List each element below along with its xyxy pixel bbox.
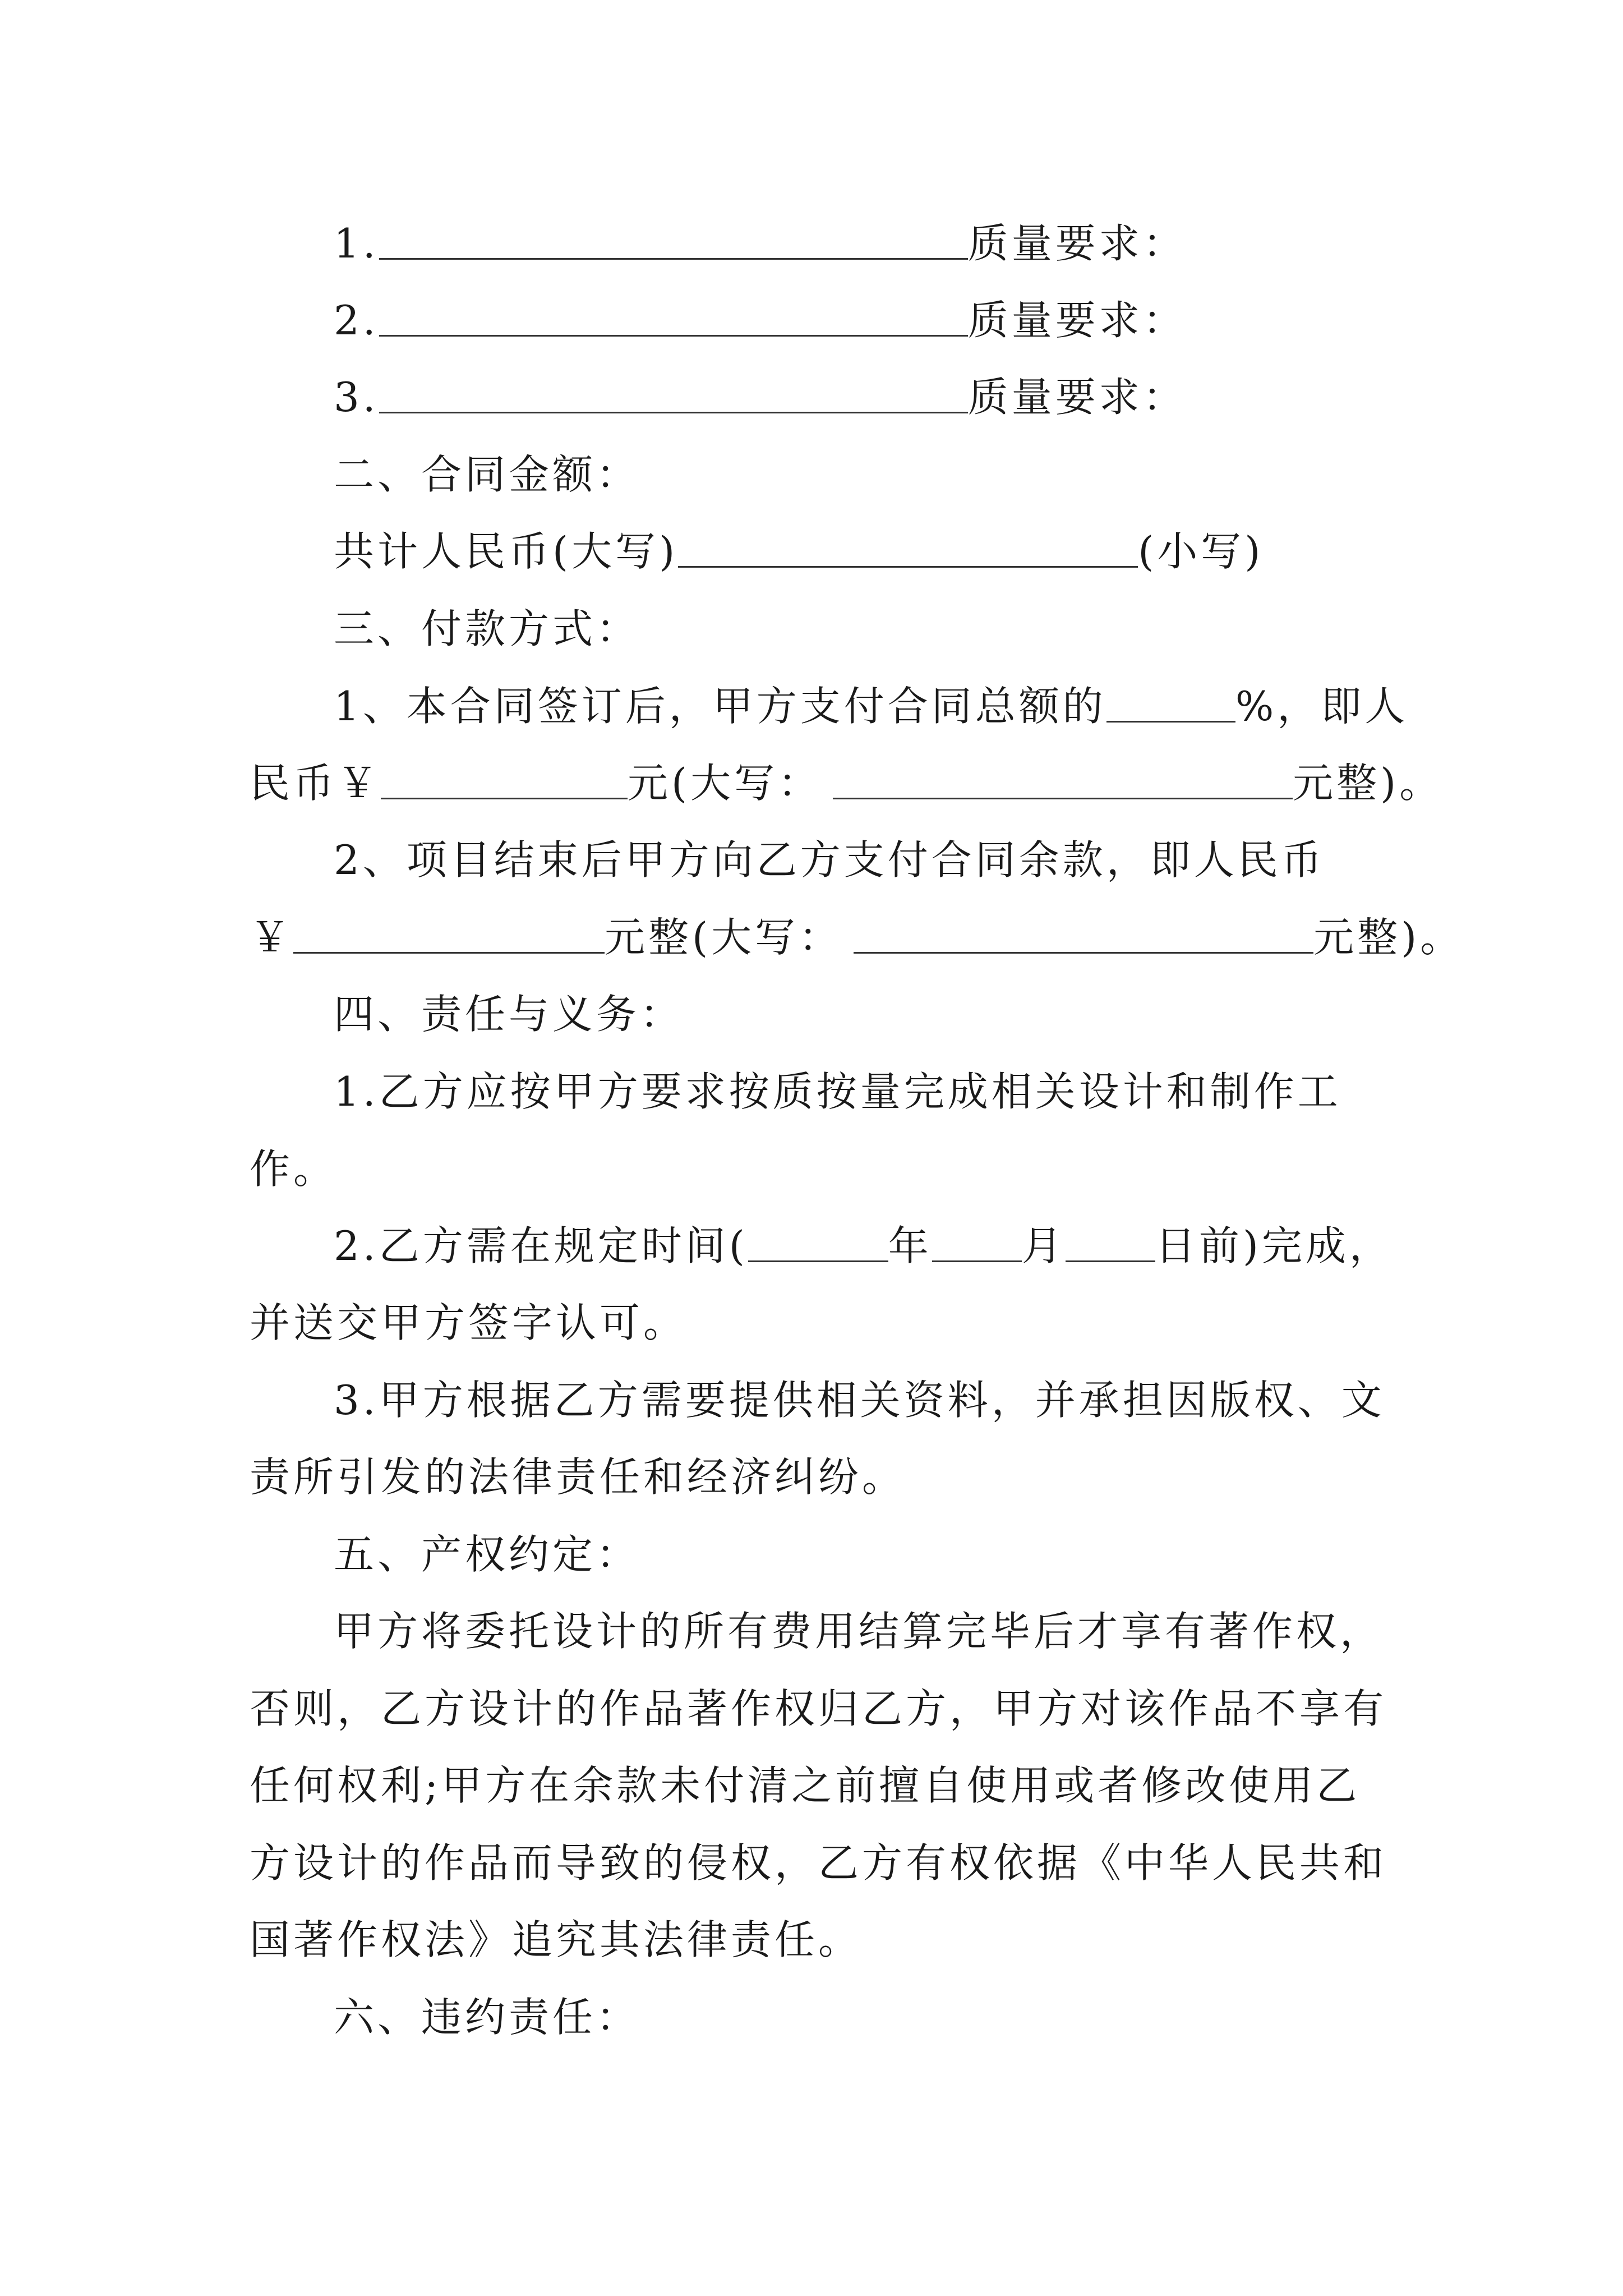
section-5-heading: 五、产权约定：: [334, 1531, 640, 1578]
payment-1-percent-label: %，即人: [1235, 683, 1409, 730]
deadline-year-label: 年: [888, 1222, 932, 1269]
payment-2-line-2: [250, 914, 1464, 961]
payment-2-end-label: 元整)。: [1313, 914, 1464, 961]
item-2-blank[interactable]: [379, 301, 968, 337]
payment-1-uppercase-blank[interactable]: [833, 764, 1293, 799]
duty-1-line-1: 1.乙方应按甲方要求按质按量完成相关设计和制作工: [334, 1068, 1341, 1115]
payment-2-line-1: 2、项目结束后甲方向乙方支付合同余款，即人民币: [334, 836, 1325, 884]
amount-uppercase-blank[interactable]: [678, 532, 1138, 568]
duty-1-line-2: 作。: [250, 1145, 338, 1193]
ip-para-line-3: 任何权利;甲方在余款未付清之前擅自使用或者修改使用乙: [250, 1762, 1361, 1809]
deadline-day-blank[interactable]: [1066, 1227, 1155, 1262]
ip-para-line-2: 否则，乙方设计的作品著作权归乙方，甲方对该作品不享有: [250, 1685, 1387, 1732]
item-3-prefix: 3.: [334, 374, 379, 421]
ip-para-line-5: 国著作权法》追究其法律责任。: [250, 1916, 863, 1963]
payment-1-line-2: [250, 760, 1444, 807]
payment-1-text: 1、本合同签订后，甲方支付合同总额的: [334, 683, 1106, 730]
payment-2-amount-blank[interactable]: [293, 918, 605, 954]
contract-amount-line: [334, 528, 1264, 575]
ip-para-line-4: 方设计的作品而导致的侵权，乙方有权依据《中华人民共和: [250, 1839, 1387, 1887]
section-4-heading: 四、责任与义务：: [334, 991, 684, 1038]
deadline-end-label: 日前)完成，: [1155, 1222, 1393, 1269]
payment-1-uppercase-label: 元(大写：: [628, 760, 822, 807]
payment-1-line-1: [334, 683, 1409, 730]
payment-1-amount-blank[interactable]: [381, 764, 628, 799]
duty-2-line-2: 并送交甲方签字认可。: [250, 1299, 688, 1346]
item-3: [334, 374, 1187, 421]
item-2-label: 质量要求：: [967, 297, 1187, 344]
amount-uppercase-label: 共计人民币(大写): [334, 528, 679, 575]
section-2-heading: 二、合同金额：: [334, 451, 640, 498]
item-1-prefix: 1.: [334, 220, 379, 267]
section-3-heading: 三、付款方式：: [334, 605, 640, 652]
duty-3-line-2: 责所引发的法律责任和经济纠纷。: [250, 1453, 906, 1501]
payment-2-uppercase-label: 元整(大写：: [605, 914, 843, 961]
payment-1-rmb-label: 民币￥: [250, 760, 381, 807]
payment-2-rmb-label: ￥: [250, 914, 294, 961]
item-3-blank[interactable]: [379, 378, 968, 413]
item-3-label: 质量要求：: [967, 374, 1187, 421]
item-1-label: 质量要求：: [967, 220, 1187, 267]
duty-2-line-1: [334, 1222, 1393, 1269]
deadline-month-blank[interactable]: [932, 1227, 1022, 1262]
payment-2-uppercase-blank[interactable]: [854, 918, 1313, 954]
item-2-prefix: 2.: [334, 297, 379, 344]
item-1: [334, 220, 1187, 267]
duty-3-line-1: 3.甲方根据乙方需要提供相关资料，并承担因版权、文: [334, 1377, 1385, 1424]
payment-1-end-label: 元整)。: [1293, 760, 1444, 807]
amount-lowercase-label: (小写): [1138, 528, 1264, 575]
duty-2-text: 2.乙方需在规定时间(: [334, 1222, 748, 1269]
deadline-month-label: 月: [1021, 1222, 1066, 1269]
ip-para-line-1: 甲方将委托设计的所有费用结算完毕后才享有著作权，: [334, 1608, 1384, 1655]
item-1-blank[interactable]: [379, 224, 968, 260]
deadline-year-blank[interactable]: [748, 1227, 888, 1262]
item-2: [334, 297, 1187, 344]
payment-1-percent-blank[interactable]: [1106, 687, 1235, 723]
section-6-heading: 六、违约责任：: [334, 1994, 640, 2041]
